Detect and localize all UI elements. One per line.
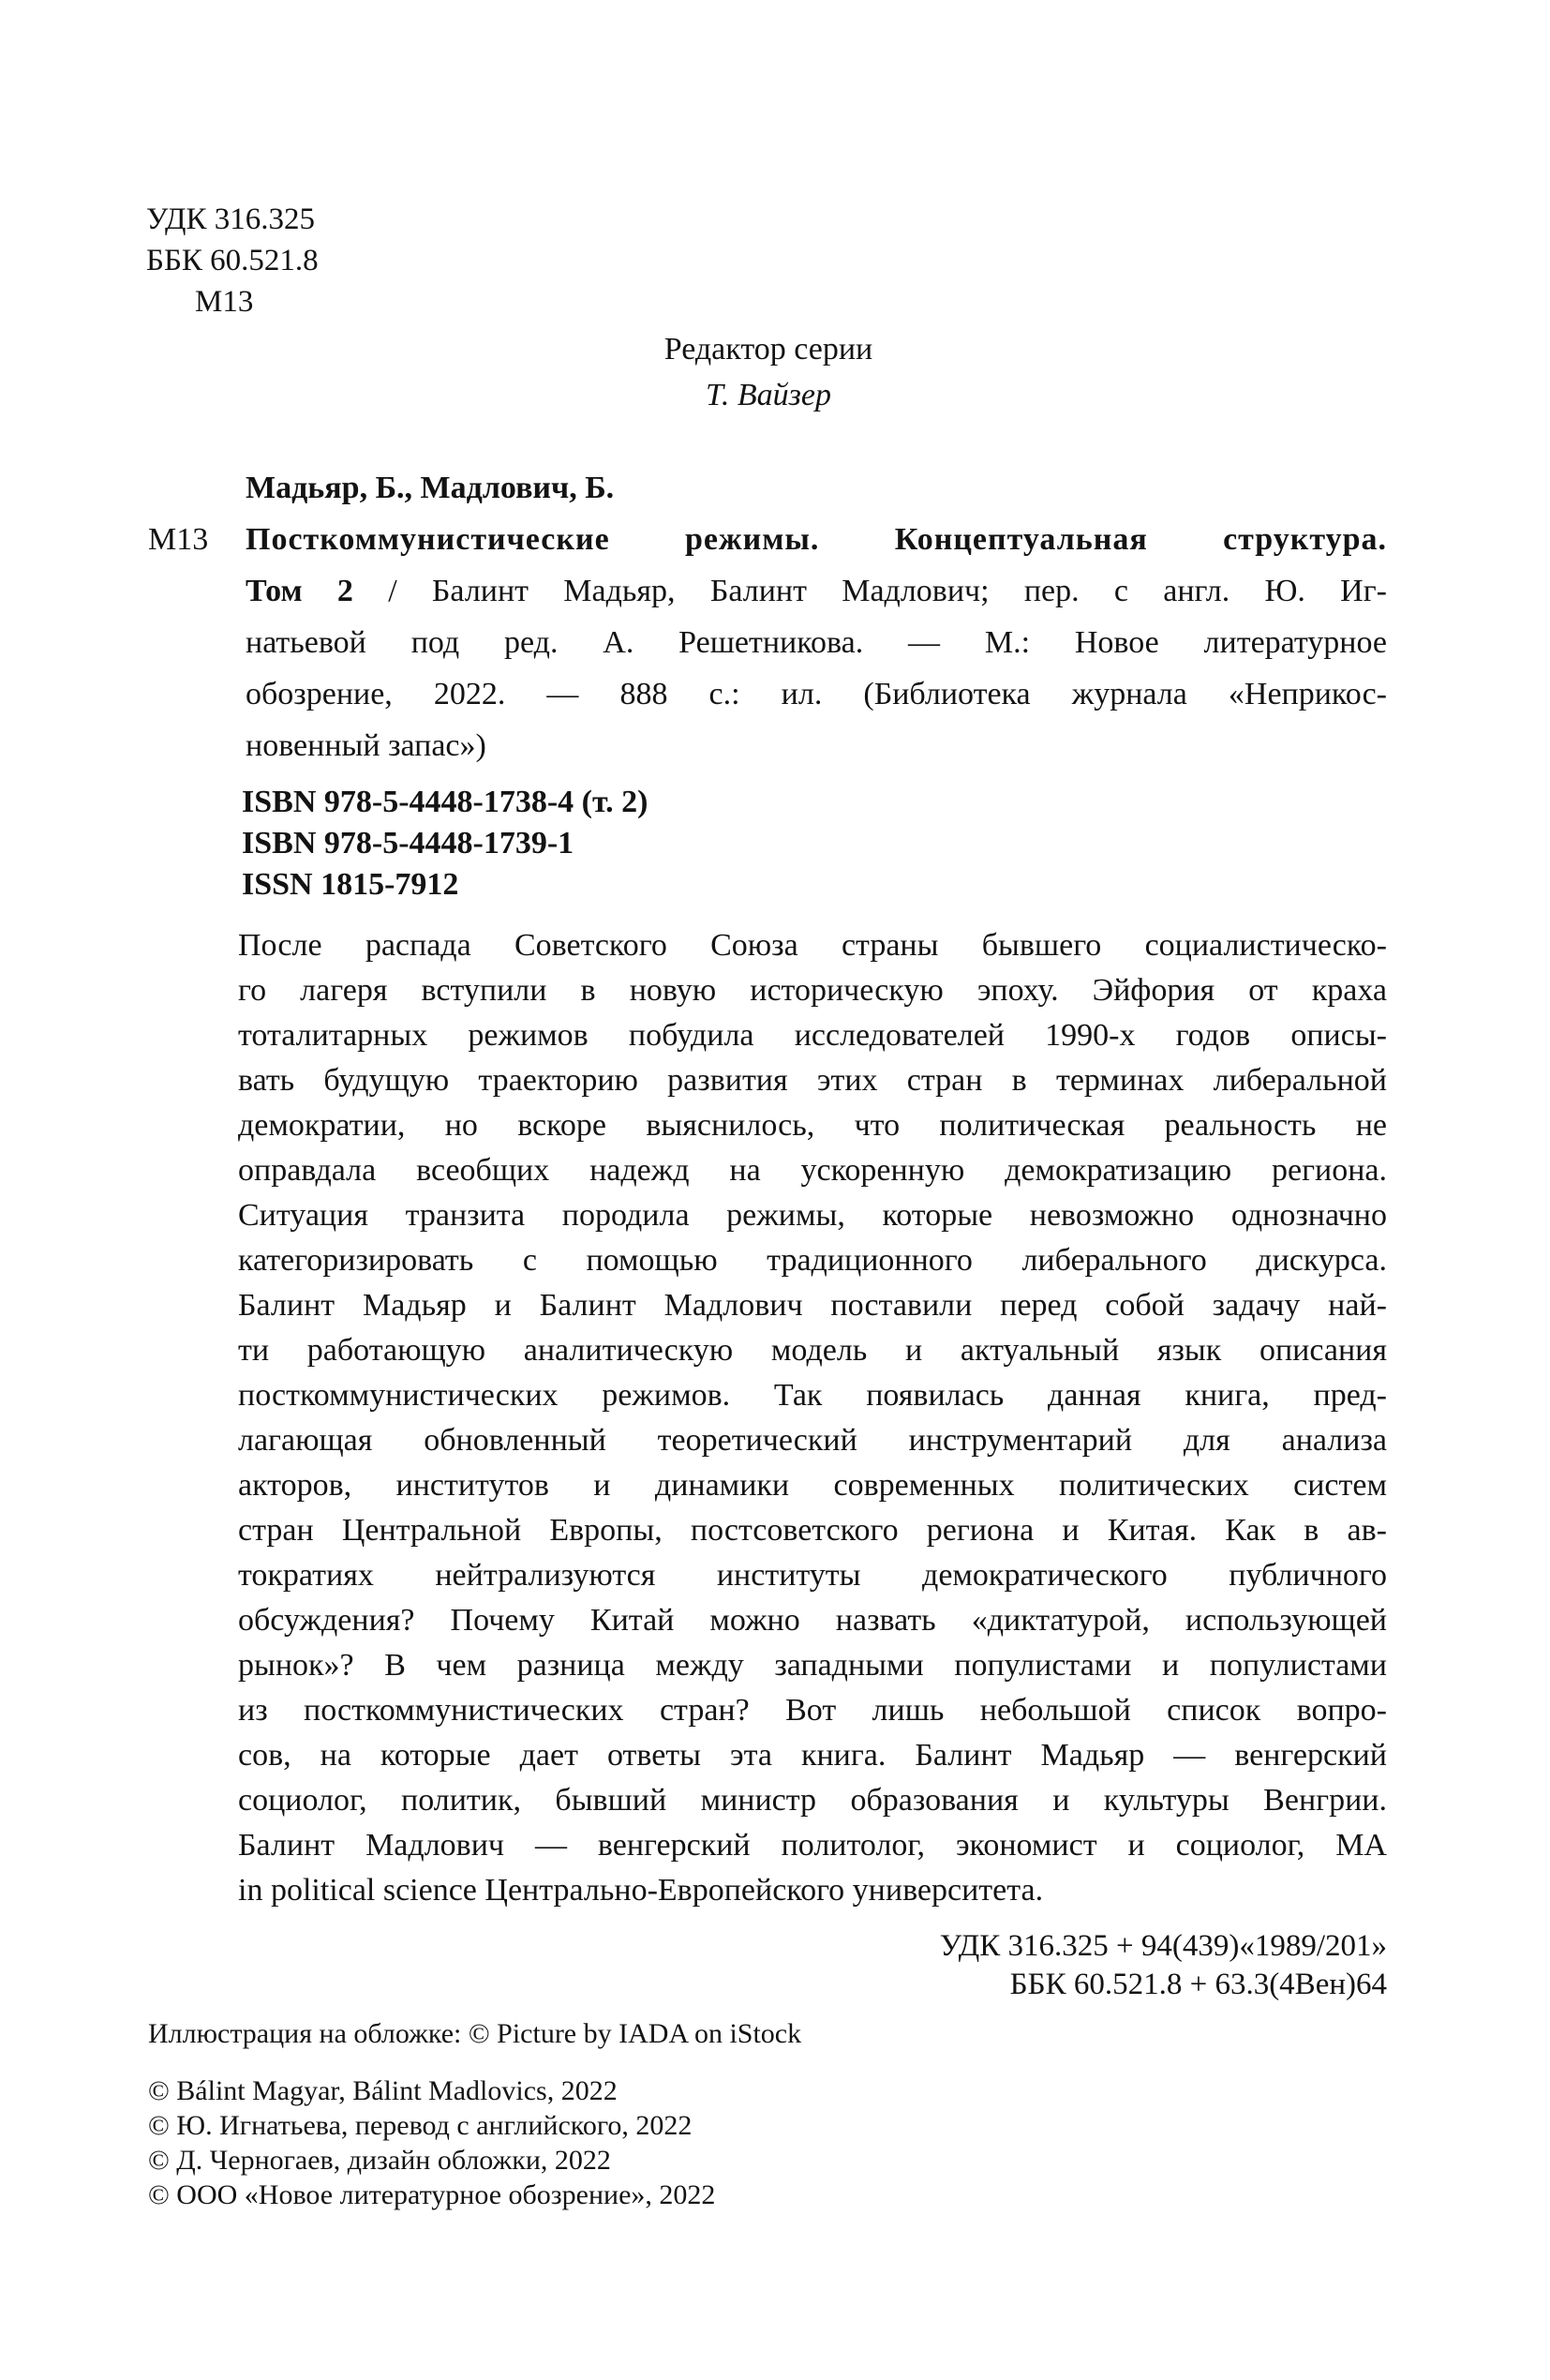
card-imprint-line1: / Балинт Мадьяр, Балинт Мадлович; пер. с англ. Ю. Иг- (352, 574, 1388, 608)
annotation-line: обсуждения? Почему Китай можно назвать «диктатурой, использующей (238, 1603, 1387, 1638)
annotation-paragraph (238, 923, 1387, 1913)
top-classification-codes (146, 199, 319, 322)
copyright-line: © Ю. Игнатьева, перевод с английского, 2022 (148, 2110, 693, 2141)
card-volume-label: Том 2 (246, 574, 353, 608)
identifier-line: ISBN 978-5-4448-1739-1 (242, 826, 574, 861)
card-imprint-line2: натьевой под ред. А. Решетникова. — М.: Новое литературное (246, 625, 1387, 660)
annotation-line: стран Центральной Европы, постсоветского региона и Китая. Как в ав- (238, 1513, 1387, 1548)
annotation-line: Балинт Мадлович — венгерский политолог, экономист и социолог, MA (238, 1828, 1387, 1863)
card-description (246, 514, 1387, 771)
annotation-line: in political science Центрально-Европейского университета. (238, 1873, 1044, 1908)
annotation-line: посткоммунистических режимов. Так появилась данная книга, пред- (238, 1378, 1387, 1413)
copyright-line: © Д. Черногаев, дизайн обложки, 2022 (148, 2145, 611, 2176)
series-editor-name: Т. Вайзер (706, 378, 831, 412)
catalog-card (148, 462, 1387, 771)
identifier-line: ISBN 978-5-4448-1738-4 (т. 2) (242, 785, 648, 819)
annotation-line: оправдала всеобщих надежд на ускоренную демократизацию региона. (238, 1153, 1387, 1188)
annotation-line: ти работающую аналитическую модель и актуальный язык описания (238, 1333, 1387, 1368)
card-imprint-line3: обозрение, 2022. — 888 с.: ил. (Библиотека журнала «Неприкос- (246, 677, 1387, 711)
card-author-code: М13 (148, 522, 209, 557)
annotation-line: из посткоммунистических стран? Вот лишь небольшой список вопро- (238, 1693, 1387, 1728)
annotation-line: тоталитарных режимов побудила исследователей 1990-х годов описы- (238, 1018, 1387, 1053)
bbk-code: ББК 60.521.8 (146, 244, 319, 277)
bbk-full-code: ББК 60.521.8 + 63.3(4Вен)64 (1009, 1968, 1387, 2001)
copyright-line: © Bálint Magyar, Bálint Madlovics, 2022 (148, 2075, 618, 2106)
udk-full-code: УДК 316.325 + 94(439)«1989/201» (939, 1929, 1387, 1963)
annotation-line: Ситуация транзита породила режимы, которые невозможно однозначно (238, 1198, 1387, 1233)
annotation-line: социолог, политик, бывший министр образования и культуры Венгрии. (238, 1783, 1387, 1818)
annotation-line: категоризировать с помощью традиционного либерального дискурса. (238, 1243, 1387, 1278)
annotation-line: рынок»? В чем разница между западными популистами и популистами (238, 1648, 1387, 1683)
series-editor-block (150, 326, 1387, 418)
copyright-list (148, 2073, 715, 2212)
bottom-classification-codes (940, 1927, 1387, 2004)
annotation-line: акторов, институтов и динамики современных политических систем (238, 1468, 1387, 1503)
annotation-line: лагающая обновленный теоретический инструментарий для анализа (238, 1423, 1387, 1458)
cover-credit: Иллюстрация на обложке: © Picture by IADA on iStock (148, 2018, 802, 2049)
annotation-line: демократии, но вскоре выяснилось, что политическая реальность не (238, 1108, 1387, 1143)
copyright-line: © ООО «Новое литературное обозрение», 2022 (148, 2179, 716, 2210)
udk-code: УДК 316.325 (146, 202, 316, 236)
card-authors: Мадьяр, Б., Мадлович, Б. (246, 471, 615, 505)
card-title-line: Посткоммунистические режимы. Концептуальная структура. (246, 522, 1387, 557)
card-imprint-line4: новенный запас») (246, 728, 486, 763)
annotation-line: тократиях нейтрализуются институты демократического публичного (238, 1558, 1387, 1593)
card-volume-line (246, 565, 1387, 617)
annotation-line: сов, на которые дает ответы эта книга. Балинт Мадьяр — венгерский (238, 1738, 1387, 1773)
author-sign-code: М13 (195, 285, 254, 319)
series-editor-label: Редактор серии (663, 332, 873, 367)
annotation-line: Балинт Мадьяр и Балинт Мадлович поставили перед собой задачу най- (238, 1288, 1387, 1323)
annotation-line: го лагеря вступили в новую историческую эпоху. Эйфория от краха (238, 973, 1387, 1008)
annotation-line: вать будущую траекторию развития этих стран в терминах либеральной (238, 1063, 1387, 1098)
identifier-line: ISSN 1815-7912 (242, 867, 459, 902)
annotation-line: После распада Советского Союза страны бывшего социалистическо- (238, 928, 1387, 963)
isbn-block (242, 782, 648, 906)
